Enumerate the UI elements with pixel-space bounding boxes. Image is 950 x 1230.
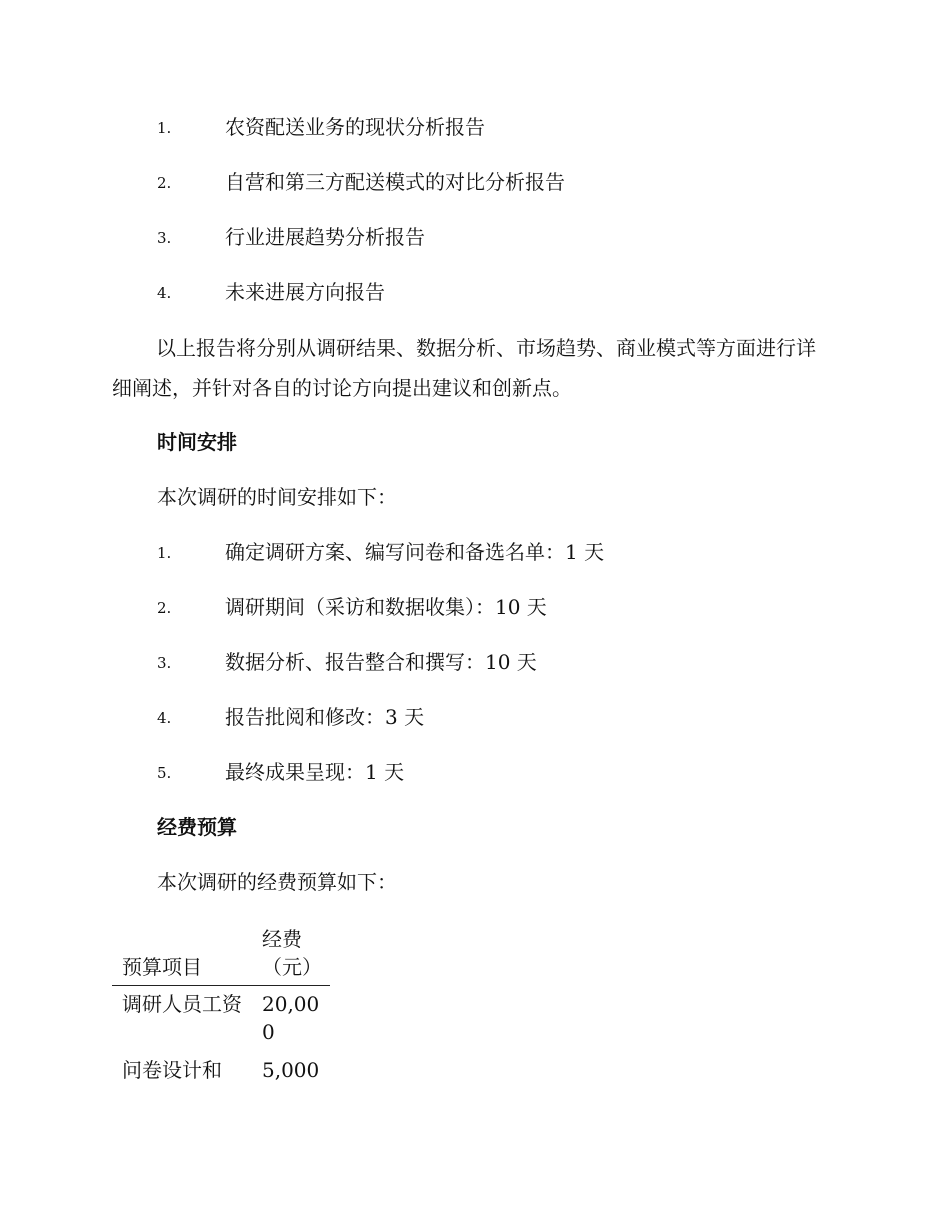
list-text: 未来进展方向报告 [225, 280, 385, 304]
table-cell [252, 986, 330, 1053]
table-header-cell [112, 925, 252, 986]
budget-heading: 经费预算 [157, 815, 237, 839]
list-number: 5. [157, 764, 172, 782]
list-text: 报告批阅和修改：3 天 [225, 705, 425, 729]
reports-summary-paragraph: 以上报告将分别从调研结果、数据分析、市场趋势、商业模式等方面进行详细阐述，并针对各自的讨论方向提出建议和创新点。 [112, 336, 816, 400]
list-text: 调研期间（采访和数据收集）：10 天 [225, 595, 547, 619]
budget-table [112, 925, 330, 1090]
list-item [157, 705, 604, 760]
list-item [157, 225, 565, 280]
list-text: 农资配送业务的现状分析报告 [225, 115, 485, 139]
list-number: 4. [157, 284, 172, 302]
table-cell [252, 1052, 330, 1090]
cell-budget-item: 问卷设计和 [122, 1058, 222, 1082]
list-number: 2. [157, 599, 172, 617]
budget-intro: 本次调研的经费预算如下： [157, 870, 397, 894]
list-item [157, 760, 604, 815]
list-item [157, 540, 604, 595]
schedule-intro: 本次调研的时间安排如下： [157, 485, 397, 509]
table-header-cell [252, 925, 330, 986]
cell-budget-item: 调研人员工资 [122, 992, 242, 1016]
list-number: 1. [157, 544, 172, 562]
list-text: 最终成果呈现：1 天 [225, 760, 405, 784]
table-row [112, 986, 330, 1053]
list-number: 4. [157, 709, 172, 727]
list-item [157, 595, 604, 650]
list-text: 自营和第三方配送模式的对比分析报告 [225, 170, 565, 194]
list-item [157, 280, 565, 335]
list-item [157, 170, 565, 225]
list-item [157, 650, 604, 705]
list-text: 数据分析、报告整合和撰写：10 天 [225, 650, 537, 674]
list-number: 3. [157, 654, 172, 672]
table-cell [112, 1052, 252, 1090]
reports-list [157, 115, 565, 335]
table-header-row [112, 925, 330, 986]
list-item [157, 115, 565, 170]
table-row [112, 1052, 330, 1090]
cell-cost: 20,000 [262, 992, 320, 1044]
list-number: 2. [157, 174, 172, 192]
schedule-heading: 时间安排 [157, 430, 237, 454]
header-budget-item: 预算项目 [122, 955, 202, 979]
list-number: 3. [157, 229, 172, 247]
list-text: 确定调研方案、编写问卷和备选名单：1 天 [225, 540, 605, 564]
schedule-list [157, 540, 604, 815]
list-text: 行业进展趋势分析报告 [225, 225, 425, 249]
header-cost: 经费（元） [262, 927, 322, 979]
cell-cost: 5,000 [262, 1058, 320, 1082]
list-number: 1. [157, 119, 172, 137]
table-cell [112, 986, 252, 1053]
